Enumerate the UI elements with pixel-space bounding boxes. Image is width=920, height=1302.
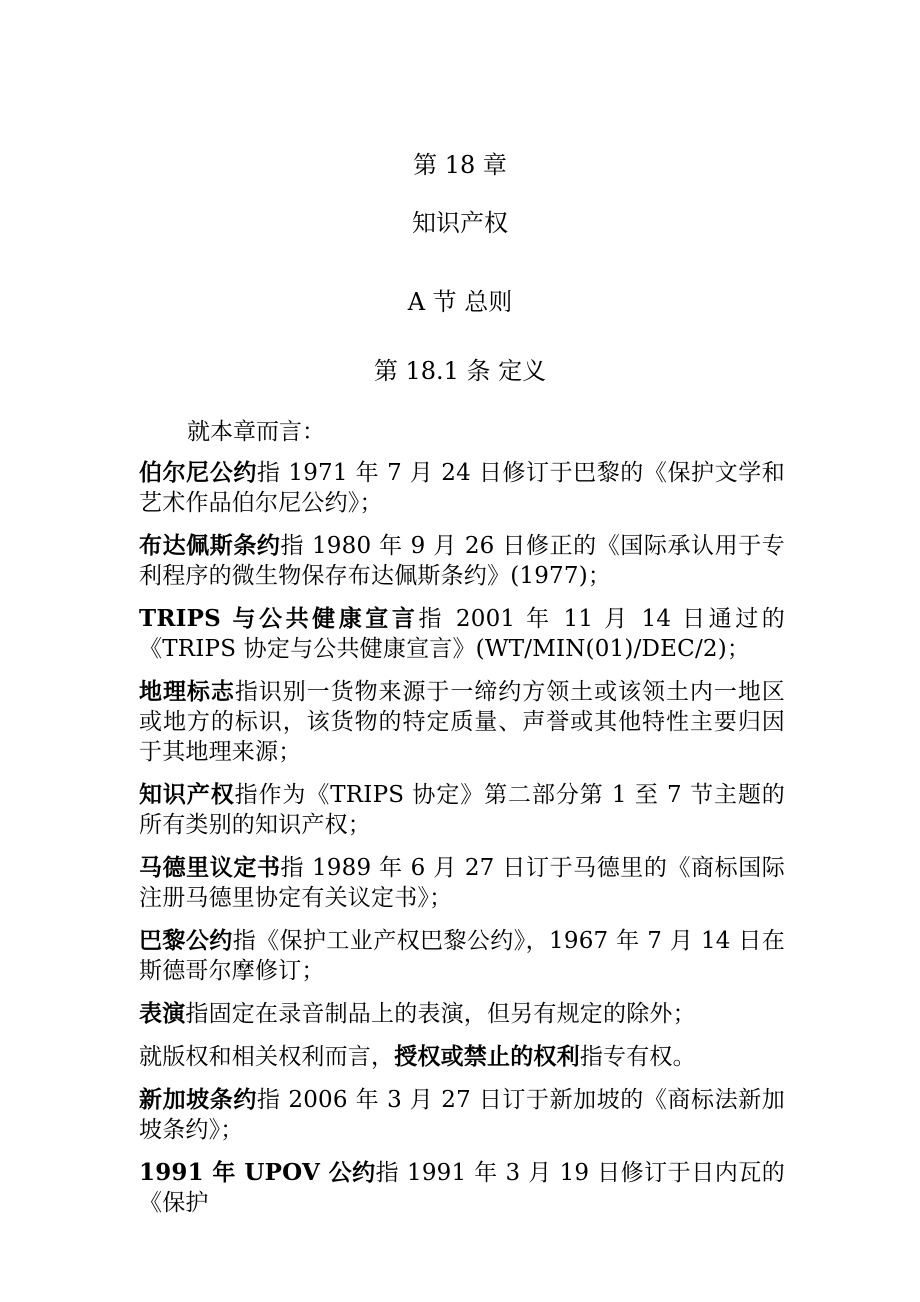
definition-prefix: 就版权和相关权利而言， [139, 1044, 395, 1070]
chapter-number: 第 18 章 [413, 151, 507, 179]
definition-term: 知识产权 [139, 781, 235, 808]
definition-text: 指 2001 年 11 月 14 日通过的《TRIPS 协定与公共健康宣言》(WT/MIN(01)/DEC/2)； [139, 606, 785, 662]
article-heading: 第 18.1 条 定义 [373, 357, 547, 385]
definition-text: 指 1971 年 7 月 24 日修订于巴黎的《保护文学和艺术作品伯尔尼公约》； [139, 460, 785, 516]
definition-term: 地理标志 [139, 678, 235, 705]
definition-text: 指作为《TRIPS 协定》第二部分第 1 至 7 节主题的所有类别的知识产权； [139, 782, 785, 838]
definition-term: TRIPS 与公共健康宣言 [139, 605, 419, 632]
definition-text: 指专有权。 [579, 1044, 696, 1070]
definition-term: 布达佩斯条约 [139, 532, 281, 559]
definition-text: 指 2006 年 3 月 27 日订于新加坡的《商标法新加坡条约》； [139, 1087, 785, 1143]
definition-term: 新加坡条约 [139, 1086, 257, 1113]
definition-term: 表演 [139, 1000, 186, 1027]
definition-intellectual-property [139, 780, 785, 840]
section-heading: A 节 总则 [407, 288, 513, 316]
definitions-list [139, 458, 785, 1231]
definition-text: 指《保护工业产权巴黎公约》，1967 年 7 月 14 日在斯德哥尔摩修订； [139, 928, 785, 984]
definition-budapest [139, 531, 785, 591]
intro-text: 就本章而言： [187, 419, 325, 445]
definition-term: 巴黎公约 [139, 927, 233, 954]
definition-term: 马德里议定书 [139, 854, 281, 881]
chapter-title: 知识产权 [412, 209, 508, 237]
definition-text: 指 1980 年 9 月 26 日修正的《国际承认用于专利程序的微生物保存布达佩斯条约》(1977)； [139, 533, 785, 589]
definition-paris-convention [139, 926, 785, 986]
definition-text: 指 1989 年 6 月 27 日订于马德里的《商标国际注册马德里协定有关议定书》； [139, 855, 785, 911]
definition-text: 指 1991 年 3 月 19 日修订于日内瓦的《保护 [139, 1160, 785, 1216]
definition-upov-1991 [139, 1158, 785, 1218]
definition-authorize-prohibit [139, 1042, 785, 1072]
definition-text: 指识别一货物来源于一缔约方领土或该领土内一地区或地方的标识，该货物的特定质量、声誉或其他特性主要归因于其地理来源； [139, 679, 785, 765]
definition-geographical-indication [139, 677, 785, 767]
definition-term: 伯尔尼公约 [139, 459, 257, 486]
definition-trips-health [139, 604, 785, 664]
definition-performance [139, 999, 785, 1029]
definition-berne [139, 458, 785, 518]
definition-term: 授权或禁止的权利 [394, 1043, 580, 1070]
definition-term: 1991 年 UPOV 公约 [139, 1159, 376, 1186]
definition-singapore-treaty [139, 1085, 785, 1145]
definition-text: 指固定在录音制品上的表演，但另有规定的除外； [185, 1001, 696, 1027]
definition-madrid-protocol [139, 853, 785, 913]
